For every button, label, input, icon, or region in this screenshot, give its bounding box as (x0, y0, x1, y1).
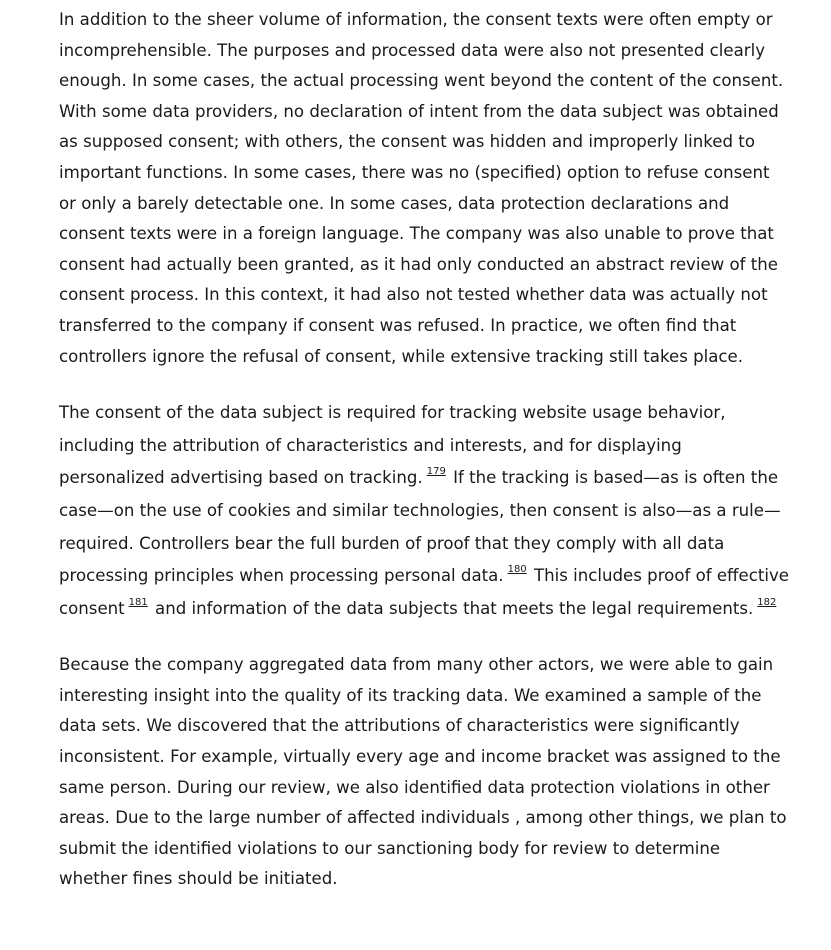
footnote-link-182[interactable]: 182 (757, 596, 777, 608)
paragraph-segment: If the tracking is based—as is often the case—on the use of cookies and similar technologies, then consent is also—as a rule—required. Controllers bear the full burden of proof that they comply with all data processing principles when processing personal data. (59, 468, 781, 586)
paragraph-consent-texts: In addition to the sheer volume of information, the consent texts were often empty or incomprehensible. The purposes and processed data were also not presented clearly enough. In some cases, the actual processing went beyond the content of the consent. With some data providers, no declaration of intent from the data subject was obtained as supposed consent; with others, the consent was hidden and improperly linked to important functions. In some cases, there was no (specified) option to refuse consent or only a barely detectable one. In some cases, data protection declarations and consent texts were in a foreign language. The company was also unable to prove that consent had actually been granted, as it had only conducted an abstract review of the consent process. In this context, it had also not tested whether data was actually not transferred to the company if consent was refused. In practice, we often find that controllers ignore the refusal of consent, while extensive tracking still takes place. (59, 10, 784, 366)
paragraph-tracking-data-quality: Because the company aggregated data from many other actors, we were able to gain interesting insight into the quality of its tracking data. We examined a sample of the data sets. We discovered that the attributions of characteristics were significantly inconsistent. For example, virtually every age and income bracket was assigned to the same person. During our review, we also identified data protection violations in other areas. Due to the large number of affected individuals , among other things, we plan to submit the identified violations to our sanctioning body for review to determine whether fines should be initiated. (59, 655, 787, 889)
paragraph-segment: The consent of the data subject is required for tracking website usage behavior, including the attribution of characteristics and interests, and for displaying personalized advertising based on tracking. (59, 403, 726, 488)
footnote-link-181[interactable]: 181 (128, 596, 148, 608)
paragraph-segment: and information of the data subjects that meets the legal requirements. (149, 598, 754, 618)
paragraph-consent-requirement (59, 397, 791, 625)
footnote-link-179[interactable]: 179 (426, 466, 446, 478)
footnote-link-180[interactable]: 180 (507, 564, 527, 576)
paragraph-segment: This includes proof of effective consent (59, 566, 789, 618)
